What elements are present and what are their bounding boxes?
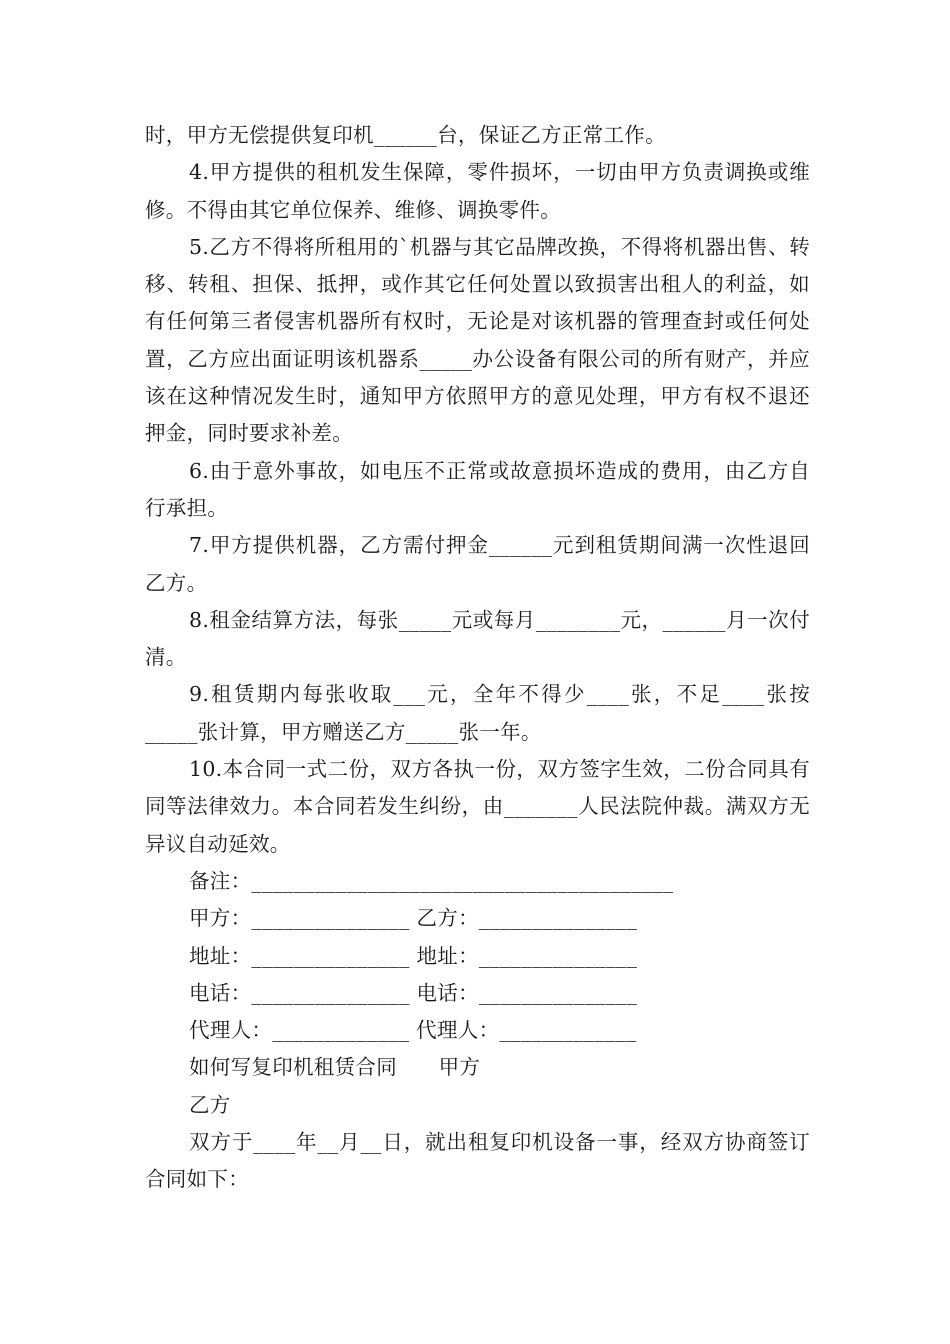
contract-paragraph: 6.由于意外事故，如电压不正常或故意损坏造成的费用，由乙方自行承担。 (145, 458, 810, 520)
section-heading: 如何写复印机租赁合同 甲方 (189, 1055, 481, 1080)
contract-paragraph: 4.甲方提供的租机发生保障，零件损坏，一切由甲方负责调换或维修。不得由其它单位保养、维修、调换零件。 (145, 160, 810, 222)
contract-paragraph: 5.乙方不得将所租用的`机器与其它品牌改换，不得将机器出售、转移、转租、担保、抵押，或作其它任何处置以致损害出租人的利益，如有任何第三者侵害机器所有权时，无论是对该机器的管理查封或任何处置，乙方应出面证明该机器系_____办公设备有限公司的所有财产，并应该在这种情况发生时，通知甲方依照甲方的意见处理，甲方有权不退还押金，同时要求补差。 (145, 234, 810, 446)
closing-paragraph: 双方于____年__月__日，就出租复印机设备一事，经双方协商签订合同如下： (145, 1130, 810, 1192)
contract-paragraph: 9.租赁期内每张收取___元，全年不得少____张，不足____张按_____张计算，甲方赠送乙方_____张一年。 (145, 682, 810, 744)
contract-paragraph: 10.本合同一式二份，双方各执一份，双方签字生效，二份合同具有同等法律效力。本合同若发生纠纷，由_______人民法院仲裁。满双方无异议自动延效。 (145, 757, 810, 856)
party-b-line: 乙方 (189, 1092, 231, 1117)
party-line: 甲方：_______________ 乙方：_______________ (189, 906, 638, 931)
note-line: 备注：________________________________________ (189, 868, 674, 893)
contract-paragraph: 7.甲方提供机器，乙方需付押金______元到租赁期间满一次性退回乙方。 (145, 533, 810, 595)
phone-line: 电话：_______________ 电话：_______________ (189, 980, 638, 1005)
contract-body (145, 117, 810, 1199)
agent-line: 代理人：_____________ 代理人：_____________ (189, 1018, 637, 1043)
contract-paragraph: 时，甲方无偿提供复印机______台，保证乙方正常工作。 (145, 123, 666, 147)
contract-paragraph: 8.租金结算方法，每张_____元或每月________元，______月一次付清。 (145, 607, 810, 670)
address-line: 地址：_______________ 地址：_______________ (189, 943, 638, 968)
